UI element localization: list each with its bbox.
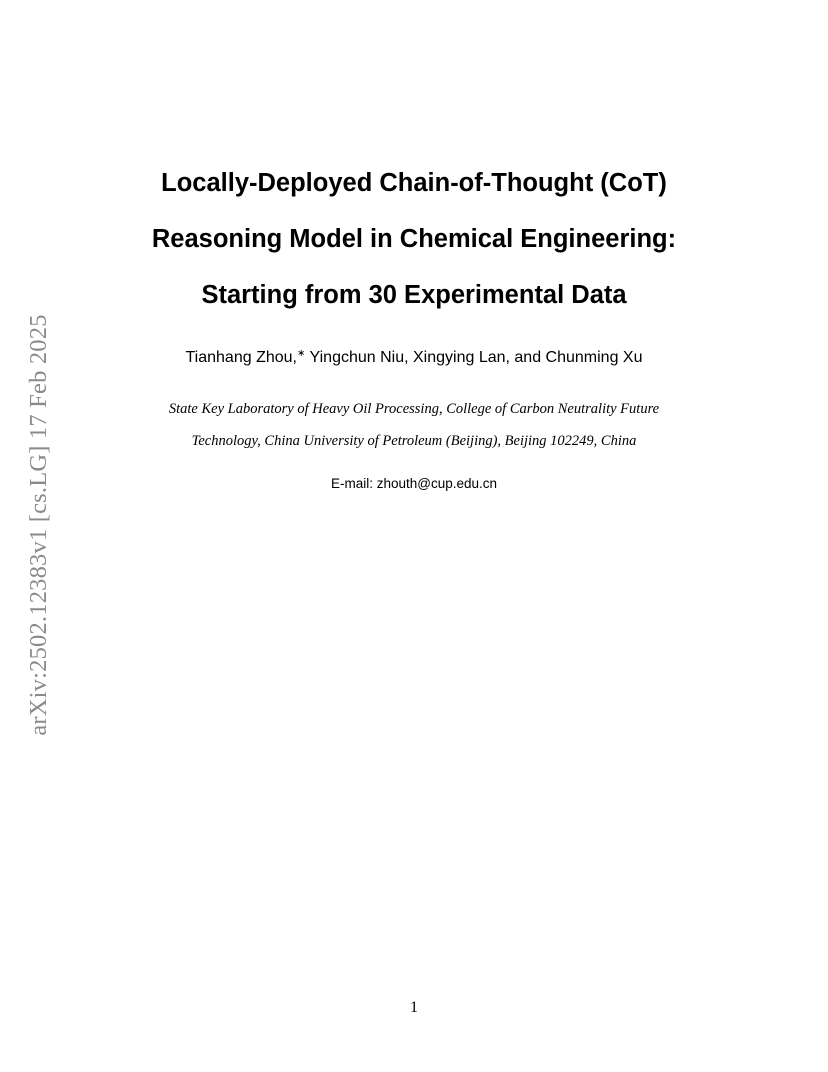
affiliation-line-2: Technology, China University of Petroleum (Beijing), Beijing 102249, China xyxy=(191,433,637,449)
author-list xyxy=(80,343,748,369)
affiliation-line-1: State Key Laboratory of Heavy Oil Processing, College of Carbon Neutrality Future xyxy=(168,401,660,417)
affiliation xyxy=(80,393,748,457)
corresponding-author-marker: ∗ xyxy=(296,348,306,359)
author-first: Tianhang Zhou, xyxy=(185,349,297,366)
contact-email xyxy=(80,474,748,494)
title-line-3: Starting from 30 Experimental Data xyxy=(201,281,627,309)
title-line-2: Reasoning Model in Chemical Engineering: xyxy=(151,225,677,253)
title-line-1: Locally-Deployed Chain-of-Thought (CoT) xyxy=(161,169,667,197)
author-rest: Yingchun Niu, Xingying Lan, and Chunming Xu xyxy=(305,349,643,366)
email-address[interactable]: zhouth@cup.edu.cn xyxy=(376,476,498,491)
arxiv-identifier-stamp: arXiv:2502.12383v1 [cs.LG] 17 Feb 2025 xyxy=(25,314,52,736)
paper-title xyxy=(100,155,728,323)
email-label: E-mail: xyxy=(330,476,373,491)
page-number: 1 xyxy=(410,999,418,1016)
